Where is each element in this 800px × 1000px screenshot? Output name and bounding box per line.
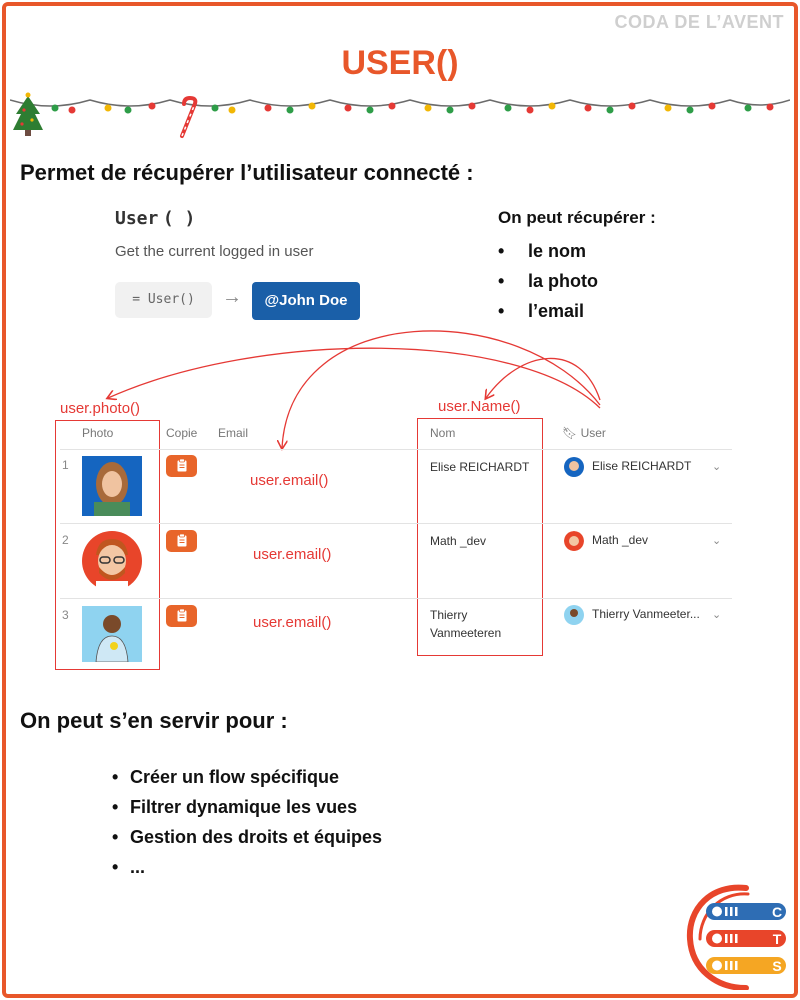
logo-letter: T [772,931,782,947]
list-item: • ... [112,852,382,882]
email-annotation: user.email() [253,546,332,563]
copy-button[interactable] [166,530,197,552]
row-divider [60,449,732,450]
function-name: User [115,208,159,229]
name-cell: Elise REICHARDT [430,460,530,474]
chevron-down-icon[interactable]: ⌄ [712,609,722,621]
user-name: Elise REICHARDT [592,459,692,473]
chevron-down-icon[interactable]: ⌄ [712,461,722,473]
list-item: • la photo [498,266,656,296]
row-number: 2 [62,533,69,547]
photo-annotation: user.photo() [60,400,141,417]
name-cell: Thierry Vanmeeteren [430,608,502,640]
page-title: USER() [341,44,459,82]
user-photo [82,531,142,591]
function-parens: ( ) [162,208,196,229]
copy-button[interactable] [166,605,197,627]
usage-heading: On peut s’en servir pour : [20,708,288,733]
list-item: • Filtrer dynamique les vues [112,792,382,822]
row-number: 3 [62,608,69,622]
user-avatar [564,605,584,625]
list-item: • l’email [498,296,656,326]
column-header-email[interactable]: Email [218,426,249,440]
logo-letter: S [772,958,782,974]
name-cell: Math _dev [430,534,487,548]
usage-list [112,762,382,882]
formula-box: = User() [115,282,212,318]
chevron-down-icon[interactable]: ⌄ [712,535,722,547]
bookmark-icon: 🔖︎ [562,426,578,440]
user-avatar [564,457,584,477]
user-name: Thierry Vanmeeter... [592,607,700,621]
list-item: • Créer un flow spécifique [112,762,382,792]
row-number: 1 [62,458,69,472]
recover-title: On peut récupérer : [498,208,656,227]
arrow-right-icon: → [222,286,242,308]
series-label: CODA DE L’AVENT [614,12,784,32]
column-header-user[interactable]: 🔖︎ User [562,426,606,440]
column-header-copie[interactable]: Copie [166,426,198,440]
user-avatar [564,531,584,551]
cts-logo [686,884,790,990]
user-result-chip: @John Doe [252,282,360,320]
row-divider [60,598,732,599]
column-header-photo[interactable]: Photo [82,426,114,440]
function-description: Get the current logged in user [115,243,314,260]
copy-button[interactable] [166,455,197,477]
user-name: Math _dev [592,533,649,547]
logo-letter: C [771,904,783,920]
email-annotation: user.email() [250,472,329,489]
user-photo [82,456,142,516]
list-item: • Gestion des droits et équipes [112,822,382,852]
list-item: • le nom [498,236,656,266]
email-annotation: user.email() [253,614,332,631]
column-header-nom[interactable]: Nom [430,426,456,440]
row-divider [60,523,732,524]
user-photo [82,606,142,662]
name-annotation: user.Name() [438,398,521,415]
intro-heading: Permet de récupérer l’utilisateur connecté : [20,160,474,185]
